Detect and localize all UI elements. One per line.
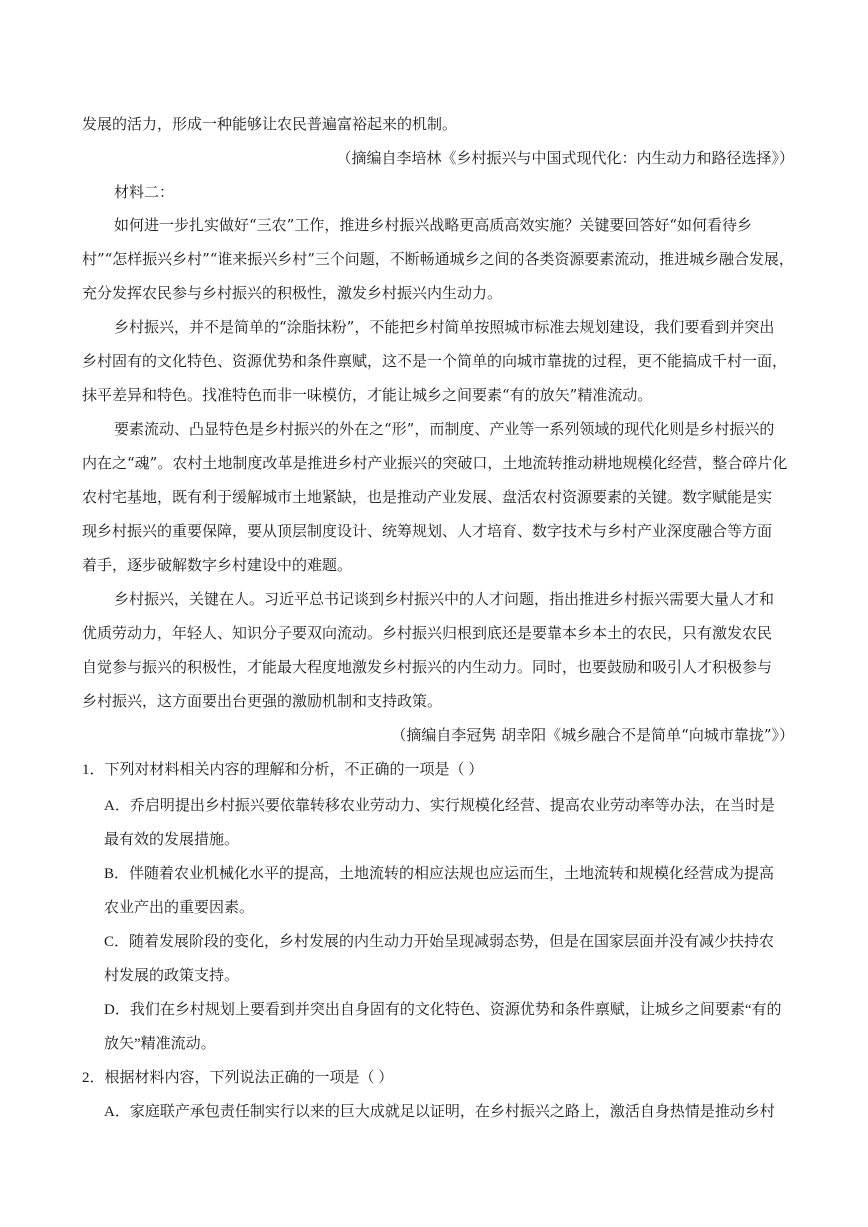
question-1-option-b-line-2: 农业产出的重要因素。 [104, 900, 255, 916]
paragraph-2-line-1: 乡村振兴，并不是简单的“涂脂抹粉”，不能把乡村简单按照城市标准去规划建设，我们要看到并突出 [114, 318, 775, 336]
question-1-option-c-line-2: 村发展的政策支持。 [104, 968, 240, 984]
material-two-heading: 材料二： [114, 183, 175, 201]
paragraph-3-line-1: 要素流动、凸显特色是乡村振兴的外在之“形”，而制度、产业等一系列领域的现代化则是乡村振兴的 [114, 420, 775, 438]
paragraph-4-line-4: 乡村振兴，这方面要出台更强的激励机制和支持政策。 [82, 692, 443, 710]
question-1-stem: 1．下列对材料相关内容的理解和分析，不正确的一项是（ ） [82, 762, 484, 778]
question-1-option-a-line-2: 最有效的发展措施。 [104, 832, 240, 848]
question-2-stem: 2．根据材料内容，下列说法正确的一项是（ ） [82, 1070, 394, 1086]
paragraph-1-line-1: 如何进一步扎实做好“三农”工作，推进乡村振兴战略更高质高效实施？关键要回答好“如何看待乡 [114, 216, 753, 234]
paragraph-3-line-2: 内在之“魂”。农村土地制度改革是推进乡村产业振兴的突破口，土地流转推动耕地规模化经营，整合碎片化 [82, 454, 788, 472]
paragraph-4-line-3: 自觉参与振兴的积极性，才能最大程度地激发乡村振兴的内生动力。同时，也要鼓励和吸引人才积极参与 [82, 658, 773, 676]
question-1-option-d-line-1: D．我们在乡村规划上要看到并突出自身固有的文化特色、资源优势和条件禀赋，让城乡之间要素“有的 [104, 1002, 782, 1018]
paragraph-2-line-3: 抹平差异和特色。找准特色而非一味模仿，才能让城乡之间要素“有的放矢”精准流动。 [82, 386, 653, 404]
source-citation-two: （摘编自李冠隽 胡幸阳《城乡融合不是简单“向城市靠拢”》） [391, 726, 794, 744]
source-citation-one: （摘编自李培林《乡村振兴与中国式现代化：内生动力和路径选择》） [336, 149, 794, 167]
paragraph-1-line-3: 充分发挥农民参与乡村振兴的积极性，激发乡村振兴内生动力。 [82, 284, 503, 302]
paragraph-4-line-2: 优质劳动力，年轻人、知识分子要双向流动。乡村振兴归根到底还是要靠本乡本土的农民，只有激发农民 [82, 624, 773, 642]
question-1-option-b-line-1: B．伴随着农业机械化水平的提高，土地流转的相应法规也应运而生，土地流转和规模化经营成为提高 [104, 866, 775, 882]
question-1-option-a-line-1: A．乔启明提出乡村振兴要依靠转移农业劳动力、实行规模化经营、提高农业劳动率等办法，在当时是 [104, 798, 775, 814]
paragraph-4-line-1: 乡村振兴，关键在人。习近平总书记谈到乡村振兴中的人才问题，指出推进乡村振兴需要大量人才和 [114, 590, 775, 608]
paragraph-3-line-3: 农村宅基地，既有利于缓解城市土地紧缺，也是推动产业发展、盘活农村资源要素的关键。数字赋能是实 [82, 488, 773, 506]
paragraph-1-line-2: 村”“怎样振兴乡村”“谁来振兴乡村”三个问题，不断畅通城乡之间的各类资源要素流动，推进城乡融合发展， [82, 250, 794, 268]
question-1-option-d-line-2: 放矢”精准流动。 [104, 1036, 216, 1052]
material-one-tail: 发展的活力，形成一种能够让农民普遍富裕起来的机制。 [82, 115, 458, 133]
paragraph-2-line-2: 乡村固有的文化特色、资源优势和条件禀赋，这不是一个简单的向城市靠拢的过程，更不能搞成千村一面， [82, 352, 788, 370]
paragraph-3-line-4: 现乡村振兴的重要保障，要从顶层制度设计、统筹规划、人才培育、数字技术与乡村产业深度融合等方面 [82, 522, 773, 540]
question-1-option-c-line-1: C．随着发展阶段的变化，乡村发展的内生动力开始呈现减弱态势，但是在国家层面并没有减少扶持农 [104, 934, 775, 950]
question-2-option-a-line-1: A．家庭联产承包责任制实行以来的巨大成就足以证明，在乡村振兴之路上，激活自身热情是推动乡村 [104, 1104, 775, 1120]
paragraph-3-line-5: 着手，逐步破解数字乡村建设中的难题。 [82, 556, 353, 574]
